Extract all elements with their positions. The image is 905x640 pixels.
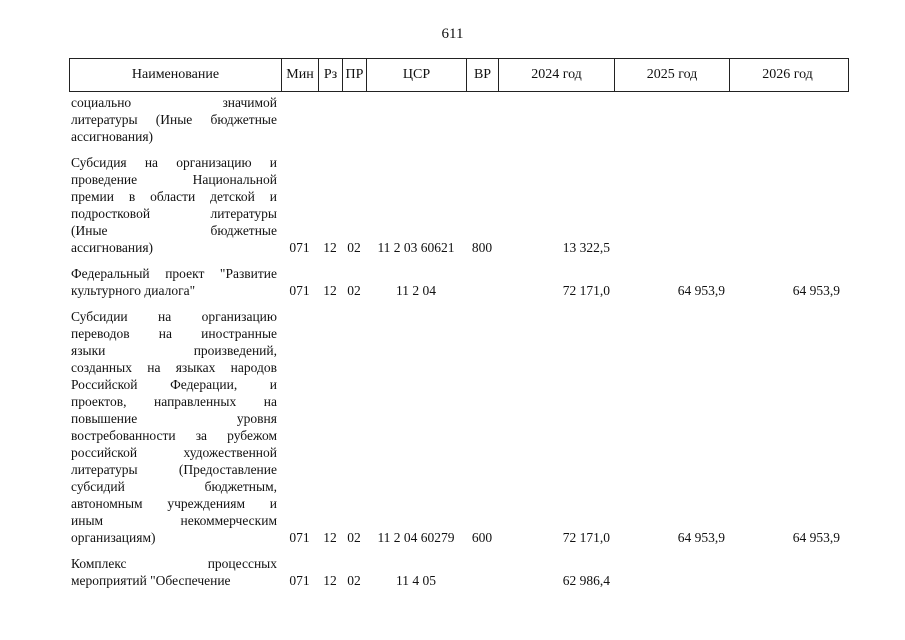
row-name-line: повышение уровня: [71, 411, 277, 426]
cell-pr: 02: [347, 573, 361, 588]
cell-y2026: 64 953,9: [792, 530, 840, 545]
cell-rz: 12: [323, 240, 337, 255]
header-2025: 2025 год: [615, 59, 730, 91]
cell-min: 071: [289, 530, 310, 545]
header-name: Наименование: [70, 59, 282, 91]
cell-csr: 11 2 04: [396, 283, 436, 298]
cell-min: 071: [289, 573, 310, 588]
row-name-line: проектов, направленных на: [71, 394, 277, 409]
row-name: [69, 265, 281, 299]
row-name-line: иным некоммерческим: [71, 513, 277, 528]
row-name-line: литературы (Иные бюджетные: [71, 112, 277, 127]
row-name-line: языки произведений,: [71, 343, 277, 358]
row-name-line: организациям): [71, 530, 156, 545]
header-min: Мин: [282, 59, 319, 91]
header-vr: ВР: [467, 59, 499, 91]
row-name-line: ассигнования): [71, 240, 154, 255]
row-name-line: Субсидии на организацию: [71, 309, 277, 324]
cell-csr: 11 2 04 60279: [377, 530, 455, 545]
cell-csr: 11 2 03 60621: [377, 240, 455, 255]
row-name-line: востребованности за рубежом: [71, 428, 277, 443]
cell-rz: 12: [323, 530, 337, 545]
row-name-line: Российской Федерации, и: [71, 377, 277, 392]
row-name-line: литературы (Предоставление: [71, 462, 277, 477]
table-row: [69, 555, 849, 589]
table-row: [69, 154, 849, 256]
table-row: [69, 308, 849, 546]
row-name-line: Федеральный проект "Развитие: [71, 266, 277, 281]
header-2026: 2026 год: [762, 67, 813, 82]
cell-y2024: 62 986,4: [562, 573, 610, 588]
table-header: [69, 58, 849, 92]
cell-pr: 02: [347, 283, 361, 298]
row-name: [69, 94, 281, 145]
row-name-line: созданных на языках народов: [71, 360, 277, 375]
table-body: [69, 94, 849, 598]
row-name: [69, 555, 281, 589]
cell-rz: 12: [323, 283, 337, 298]
cell-rz: 12: [323, 573, 337, 588]
header-pr: ПР: [343, 59, 367, 91]
table-row: [69, 265, 849, 299]
row-name-line: проведение Национальной: [71, 172, 277, 187]
page-number: 611: [441, 26, 464, 42]
cell-y2024: 72 171,0: [562, 530, 610, 545]
cell-y2025: 64 953,9: [677, 530, 725, 545]
cell-y2024: 72 171,0: [562, 283, 610, 298]
row-name-line: подростковой литературы: [71, 206, 277, 221]
table-row: [69, 94, 849, 145]
row-name-line: (Иные бюджетные: [71, 223, 277, 238]
header-2024: 2024 год: [499, 59, 615, 91]
cell-y2026: 64 953,9: [792, 283, 840, 298]
cell-pr: 02: [347, 530, 361, 545]
row-name-line: российской художественной: [71, 445, 277, 460]
row-name-line: Субсидия на организацию и: [71, 155, 277, 170]
row-name-line: культурного диалога": [71, 283, 196, 298]
cell-y2025: 64 953,9: [677, 283, 725, 298]
row-name-line: социально значимой: [71, 95, 277, 110]
cell-min: 071: [289, 240, 310, 255]
row-name-line: премии в области детской и: [71, 189, 277, 204]
cell-pr: 02: [347, 240, 361, 255]
cell-vr: 600: [471, 530, 493, 545]
row-name-line: ассигнования): [71, 129, 154, 144]
row-name-line: субсидий бюджетным,: [71, 479, 277, 494]
cell-min: 071: [289, 283, 310, 298]
cell-csr: 11 4 05: [396, 573, 436, 588]
row-name-line: мероприятий "Обеспечение: [71, 573, 231, 588]
cell-y2024: 13 322,5: [562, 240, 610, 255]
row-name: [69, 308, 281, 546]
row-name-line: Комплекс процессных: [71, 556, 277, 571]
header-rz: Рз: [319, 59, 343, 91]
cell-vr: 800: [471, 240, 493, 255]
row-name-line: автономным учреждениям и: [71, 496, 277, 511]
header-csr: ЦСР: [367, 59, 467, 91]
row-name: [69, 154, 281, 256]
row-name-line: переводов на иностранные: [71, 326, 277, 341]
